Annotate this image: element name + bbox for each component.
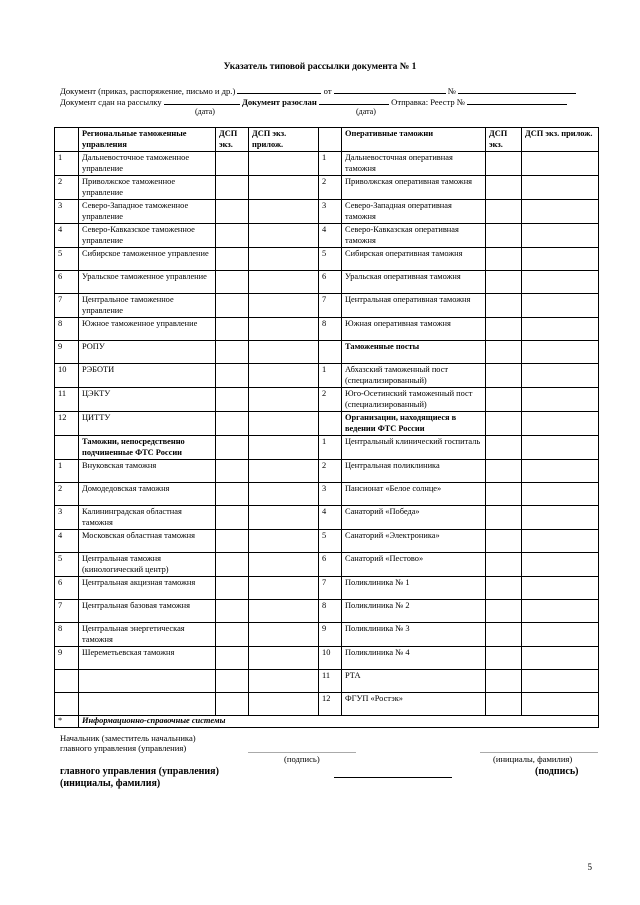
right-num: 8: [319, 318, 342, 341]
right-dsp[interactable]: [486, 436, 522, 460]
table-row: [55, 530, 599, 553]
left-dsp-pril[interactable]: [249, 200, 319, 224]
right-dsp[interactable]: [486, 364, 522, 388]
table-row: [55, 553, 599, 577]
bold-title-line: главного управления (управления): [60, 766, 219, 777]
right-num: 2: [319, 460, 342, 483]
table-footer-row: [55, 716, 599, 728]
right-num: [319, 412, 342, 436]
left-name: Шереметьевская таможня: [79, 647, 216, 670]
left-num: 7: [55, 600, 79, 623]
left-name: Северо-Западное таможенное управление: [79, 200, 216, 224]
left-name: Центральная таможня (кинологический центр): [79, 553, 216, 577]
table-row: [55, 600, 599, 623]
date-caption-sent: (дата): [195, 107, 215, 116]
doc-label: Документ (приказ, распоряжение, письмо и др.): [60, 86, 236, 96]
right-dsp-pril[interactable]: [522, 530, 599, 553]
left-num: 9: [55, 647, 79, 670]
right-num: 7: [319, 577, 342, 600]
left-dsp[interactable]: [216, 412, 249, 436]
header-dsp-right: ДСП экз.: [486, 128, 522, 152]
right-num: 1: [319, 152, 342, 176]
header-right-title: Оперативные таможни: [342, 128, 486, 152]
table-row: [55, 248, 599, 271]
right-name: Поликлиника № 2: [342, 600, 486, 623]
right-dsp[interactable]: [486, 577, 522, 600]
right-dsp[interactable]: [486, 460, 522, 483]
left-name: Уральское таможенное управление: [79, 271, 216, 294]
right-name: Центральная поликлиника: [342, 460, 486, 483]
right-name: Южная оперативная таможня: [342, 318, 486, 341]
table-row: [55, 152, 599, 176]
left-dsp[interactable]: [216, 670, 249, 693]
right-dsp-pril[interactable]: [522, 318, 599, 341]
left-name: Сибирское таможенное управление: [79, 248, 216, 271]
right-name: Северо-Кавказская оперативная таможня: [342, 224, 486, 248]
right-name: Дальневосточная оперативная таможня: [342, 152, 486, 176]
bold-name-caption: (инициалы, фамилия): [60, 778, 161, 789]
sent-date-field[interactable]: [164, 96, 240, 105]
from-label: от: [323, 86, 332, 96]
right-dsp[interactable]: [486, 248, 522, 271]
header-num-left: [55, 128, 79, 152]
right-num: 2: [319, 176, 342, 200]
right-dsp[interactable]: [486, 623, 522, 647]
left-name: РОПУ: [79, 341, 216, 364]
right-name: Пансионат «Белое солнце»: [342, 483, 486, 506]
left-dsp[interactable]: [216, 600, 249, 623]
left-dsp-pril[interactable]: [249, 388, 319, 412]
right-num: 4: [319, 506, 342, 530]
right-num: 12: [319, 693, 342, 716]
right-num: 9: [319, 623, 342, 647]
right-dsp-pril[interactable]: [522, 341, 599, 364]
left-num: 3: [55, 200, 79, 224]
left-dsp[interactable]: [216, 436, 249, 460]
left-name: ЦИТТУ: [79, 412, 216, 436]
left-dsp-pril[interactable]: [249, 483, 319, 506]
right-dsp-pril[interactable]: [522, 152, 599, 176]
right-dsp[interactable]: [486, 600, 522, 623]
right-name: Юго-Осетинский таможенный пост (специализированный): [342, 388, 486, 412]
header-dsp-left: ДСП экз.: [216, 128, 249, 152]
right-dsp[interactable]: [486, 341, 522, 364]
right-name: РТА: [342, 670, 486, 693]
doc-number-field[interactable]: [458, 85, 576, 94]
left-num: 6: [55, 577, 79, 600]
right-num: 5: [319, 530, 342, 553]
left-dsp[interactable]: [216, 506, 249, 530]
table-row: [55, 412, 599, 436]
left-dsp[interactable]: [216, 224, 249, 248]
left-dsp[interactable]: [216, 483, 249, 506]
right-dsp[interactable]: [486, 670, 522, 693]
left-dsp-pril[interactable]: [249, 553, 319, 577]
left-dsp[interactable]: [216, 647, 249, 670]
right-num: 5: [319, 248, 342, 271]
right-name: Приволжская оперативная таможня: [342, 176, 486, 200]
right-num: 8: [319, 600, 342, 623]
table-row: [55, 364, 599, 388]
right-dsp[interactable]: [486, 388, 522, 412]
left-dsp-pril[interactable]: [249, 670, 319, 693]
registry-number-field[interactable]: [467, 96, 567, 105]
table-row: [55, 388, 599, 412]
signature-title-2: главного управления (управления): [60, 743, 187, 753]
right-name: Северо-Западная оперативная таможня: [342, 200, 486, 224]
right-dsp-pril[interactable]: [522, 506, 599, 530]
left-name: Приволжское таможенное управление: [79, 176, 216, 200]
left-name: [79, 670, 216, 693]
left-num: [55, 436, 79, 460]
right-dsp[interactable]: [486, 412, 522, 436]
date-caption-dispatched: (дата): [356, 107, 376, 116]
left-dsp-pril[interactable]: [249, 364, 319, 388]
doc-type-field[interactable]: [237, 85, 321, 94]
left-dsp-pril[interactable]: [249, 577, 319, 600]
left-dsp-pril[interactable]: [249, 176, 319, 200]
table-row: [55, 271, 599, 294]
right-name: Таможенные посты: [342, 341, 486, 364]
table-row: [55, 436, 599, 460]
table-row: [55, 647, 599, 670]
right-num: 2: [319, 388, 342, 412]
right-dsp-pril[interactable]: [522, 364, 599, 388]
right-dsp-pril[interactable]: [522, 623, 599, 647]
left-dsp-pril[interactable]: [249, 623, 319, 647]
right-dsp-pril[interactable]: [522, 271, 599, 294]
left-dsp-pril[interactable]: [249, 412, 319, 436]
right-dsp[interactable]: [486, 224, 522, 248]
left-dsp-pril[interactable]: [249, 152, 319, 176]
right-dsp[interactable]: [486, 693, 522, 716]
left-dsp-pril[interactable]: [249, 224, 319, 248]
sent-label: Документ сдан на рассылку: [60, 97, 162, 107]
left-name: Внуковская таможня: [79, 460, 216, 483]
left-dsp-pril[interactable]: [249, 318, 319, 341]
left-dsp[interactable]: [216, 460, 249, 483]
right-name: Центральная оперативная таможня: [342, 294, 486, 318]
left-dsp-pril[interactable]: [249, 436, 319, 460]
left-name: Дальневосточное таможенное управление: [79, 152, 216, 176]
right-num: 4: [319, 224, 342, 248]
right-dsp-pril[interactable]: [522, 693, 599, 716]
left-dsp-pril[interactable]: [249, 248, 319, 271]
right-name: Организации, находящиеся в ведении ФТС России: [342, 412, 486, 436]
left-num: 12: [55, 412, 79, 436]
left-name: Центральная базовая таможня: [79, 600, 216, 623]
left-dsp-pril[interactable]: [249, 294, 319, 318]
left-num: 1: [55, 152, 79, 176]
left-num: 9: [55, 341, 79, 364]
right-num: [319, 341, 342, 364]
right-dsp-pril[interactable]: [522, 176, 599, 200]
left-dsp[interactable]: [216, 152, 249, 176]
name-line[interactable]: [480, 751, 598, 753]
right-dsp-pril[interactable]: [522, 200, 599, 224]
left-dsp[interactable]: [216, 530, 249, 553]
left-name: Домодедовская таможня: [79, 483, 216, 506]
right-name: Поликлиника № 3: [342, 623, 486, 647]
left-num: 3: [55, 506, 79, 530]
right-dsp-pril[interactable]: [522, 483, 599, 506]
left-num: 2: [55, 483, 79, 506]
table-row: [55, 483, 599, 506]
right-dsp-pril[interactable]: [522, 647, 599, 670]
left-dsp[interactable]: [216, 577, 249, 600]
left-dsp[interactable]: [216, 294, 249, 318]
right-dsp-pril[interactable]: [522, 670, 599, 693]
left-num: 1: [55, 460, 79, 483]
dispatched-label: Документ разослан: [241, 97, 317, 107]
left-num: 5: [55, 553, 79, 577]
right-num: 3: [319, 200, 342, 224]
header-left-title: Региональные таможенные управления: [79, 128, 216, 152]
header-num-right: [319, 128, 342, 152]
right-name: Санаторий «Электроника»: [342, 530, 486, 553]
name-caption: (инициалы, фамилия): [493, 754, 573, 764]
left-name: Центральная акцизная таможня: [79, 577, 216, 600]
right-dsp-pril[interactable]: [522, 460, 599, 483]
left-name: Центральное таможенное управление: [79, 294, 216, 318]
left-num: 6: [55, 271, 79, 294]
header-dsp-pril-right: ДСП экз. прилож.: [522, 128, 599, 152]
left-name: ЦЭКТУ: [79, 388, 216, 412]
signature-line[interactable]: [248, 751, 356, 753]
info-line-2: [60, 96, 567, 107]
right-name: ФГУП «Ростэк»: [342, 693, 486, 716]
left-num: 8: [55, 318, 79, 341]
right-dsp[interactable]: [486, 271, 522, 294]
right-dsp-pril[interactable]: [522, 553, 599, 577]
right-dsp[interactable]: [486, 200, 522, 224]
table-row: [55, 200, 599, 224]
table-row: [55, 506, 599, 530]
right-dsp[interactable]: [486, 294, 522, 318]
left-dsp-pril[interactable]: [249, 600, 319, 623]
left-dsp[interactable]: [216, 623, 249, 647]
right-dsp-pril[interactable]: [522, 600, 599, 623]
signature-title-1: Начальник (заместитель начальника): [60, 733, 196, 743]
left-name: Северо-Кавказское таможенное управление: [79, 224, 216, 248]
table-row: [55, 294, 599, 318]
right-num: 11: [319, 670, 342, 693]
table-row: [55, 341, 599, 364]
left-dsp[interactable]: [216, 553, 249, 577]
left-num: 11: [55, 388, 79, 412]
right-name: Абхазский таможенный пост (специализированный): [342, 364, 486, 388]
table-row: [55, 318, 599, 341]
left-dsp-pril[interactable]: [249, 460, 319, 483]
right-name: Поликлиника № 1: [342, 577, 486, 600]
left-dsp[interactable]: [216, 693, 249, 716]
document-title: Указатель типовой рассылки документа № 1: [223, 62, 417, 72]
left-dsp[interactable]: [216, 248, 249, 271]
right-dsp[interactable]: [486, 483, 522, 506]
right-name: Санаторий «Победа»: [342, 506, 486, 530]
left-dsp[interactable]: [216, 200, 249, 224]
table-row: [55, 670, 599, 693]
left-num: [55, 670, 79, 693]
right-name: Поликлиника № 4: [342, 647, 486, 670]
left-dsp[interactable]: [216, 176, 249, 200]
left-num: [55, 693, 79, 716]
right-num: 1: [319, 364, 342, 388]
right-num: 1: [319, 436, 342, 460]
left-name: РЭБОТИ: [79, 364, 216, 388]
right-dsp[interactable]: [486, 506, 522, 530]
right-dsp-pril[interactable]: [522, 388, 599, 412]
left-num: 10: [55, 364, 79, 388]
right-dsp[interactable]: [486, 530, 522, 553]
left-dsp[interactable]: [216, 341, 249, 364]
right-dsp-pril[interactable]: [522, 577, 599, 600]
table-row: [55, 693, 599, 716]
left-name: Таможни, непосредственно подчиненные ФТС России: [79, 436, 216, 460]
table-row: [55, 577, 599, 600]
dispatched-date-field[interactable]: [319, 96, 389, 105]
left-dsp[interactable]: [216, 271, 249, 294]
left-dsp[interactable]: [216, 388, 249, 412]
table-row: [55, 623, 599, 647]
left-num: 2: [55, 176, 79, 200]
signature-caption: (подпись): [284, 754, 320, 764]
distribution-table: [54, 127, 599, 728]
num-label: №: [447, 86, 457, 96]
header-dsp-pril-left: ДСП экз. прилож.: [249, 128, 319, 152]
right-dsp[interactable]: [486, 647, 522, 670]
right-num: 3: [319, 483, 342, 506]
right-dsp-pril[interactable]: [522, 436, 599, 460]
registry-label: Отправка: Реестр №: [391, 97, 466, 107]
left-dsp-pril[interactable]: [249, 506, 319, 530]
right-dsp[interactable]: [486, 176, 522, 200]
left-name: Московская областная таможня: [79, 530, 216, 553]
right-dsp-pril[interactable]: [522, 412, 599, 436]
page-number: 5: [587, 862, 592, 872]
left-dsp-pril[interactable]: [249, 647, 319, 670]
right-num: 6: [319, 271, 342, 294]
table-row: [55, 176, 599, 200]
left-dsp[interactable]: [216, 318, 249, 341]
left-num: 7: [55, 294, 79, 318]
table-header-row: [55, 128, 599, 152]
table-row: [55, 224, 599, 248]
right-dsp[interactable]: [486, 318, 522, 341]
right-num: 7: [319, 294, 342, 318]
left-dsp-pril[interactable]: [249, 341, 319, 364]
left-name: Центральная энергетическая таможня: [79, 623, 216, 647]
right-name: Центральный клинический госпиталь: [342, 436, 486, 460]
left-name: [79, 693, 216, 716]
left-dsp-pril[interactable]: [249, 693, 319, 716]
left-num: 4: [55, 224, 79, 248]
right-dsp-pril[interactable]: [522, 224, 599, 248]
left-name: Южное таможенное управление: [79, 318, 216, 341]
right-dsp[interactable]: [486, 553, 522, 577]
right-num: 10: [319, 647, 342, 670]
left-dsp-pril[interactable]: [249, 271, 319, 294]
footer-text: Информационно-справочные системы: [79, 716, 599, 728]
bold-signature-line[interactable]: [334, 776, 452, 778]
left-num: 5: [55, 248, 79, 271]
left-num: 8: [55, 623, 79, 647]
right-dsp[interactable]: [486, 152, 522, 176]
right-num: 6: [319, 553, 342, 577]
left-name: Калининградская областная таможня: [79, 506, 216, 530]
right-name: Уральская оперативная таможня: [342, 271, 486, 294]
info-line-1: [60, 85, 576, 96]
footer-mark: *: [55, 716, 79, 728]
right-dsp-pril[interactable]: [522, 248, 599, 271]
from-date-field[interactable]: [334, 85, 446, 94]
left-dsp[interactable]: [216, 364, 249, 388]
bold-sign-caption: (подпись): [535, 766, 579, 777]
table-row: [55, 460, 599, 483]
right-name: Сибирская оперативная таможня: [342, 248, 486, 271]
left-num: 4: [55, 530, 79, 553]
right-dsp-pril[interactable]: [522, 294, 599, 318]
left-dsp-pril[interactable]: [249, 530, 319, 553]
right-name: Санаторий «Пестово»: [342, 553, 486, 577]
